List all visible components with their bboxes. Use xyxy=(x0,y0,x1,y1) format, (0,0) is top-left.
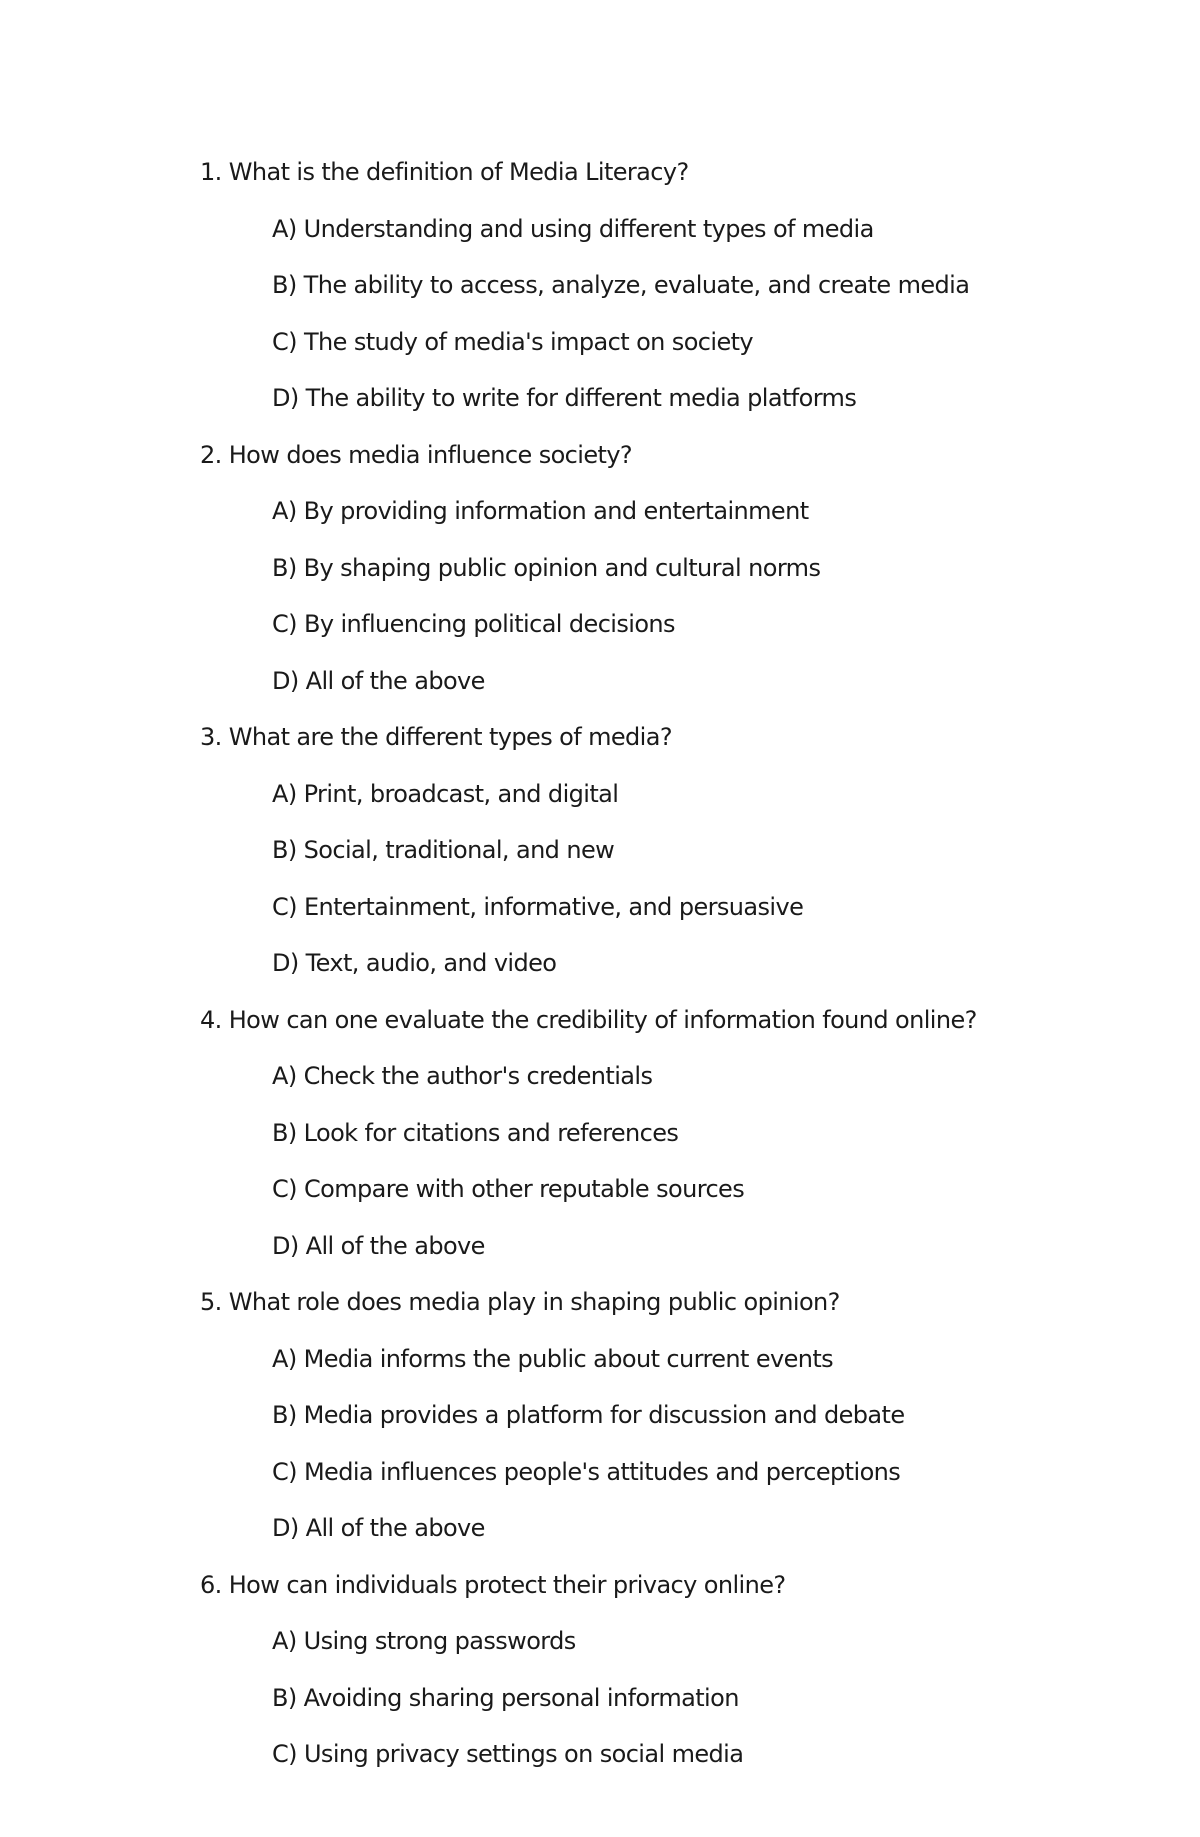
question-3 xyxy=(200,717,1100,1000)
question-text: 2. How does media influence society? xyxy=(200,440,633,469)
quiz-question-list xyxy=(200,152,1100,1791)
question-2 xyxy=(200,435,1100,718)
answer-option: D) Text, audio, and video xyxy=(272,949,557,977)
answer-option: C) Media influences people's attitudes and perceptions xyxy=(272,1457,901,1486)
answer-option: A) Understanding and using different types of media xyxy=(272,214,874,243)
answer-option: C) By influencing political decisions xyxy=(272,610,675,638)
answer-option: B) Look for citations and references xyxy=(272,1118,679,1147)
answer-option: A) Check the author's credentials xyxy=(272,1062,653,1090)
answer-option: D) The ability to write for different media platforms xyxy=(272,384,857,412)
answer-option: B) The ability to access, analyze, evaluate, and create media xyxy=(272,271,970,299)
question-text: 5. What role does media play in shaping public opinion? xyxy=(200,1288,840,1316)
answer-option: D) All of the above xyxy=(272,666,485,695)
answer-option: B) Social, traditional, and new xyxy=(272,836,615,864)
answer-option: C) Compare with other reputable sources xyxy=(272,1175,745,1203)
question-text: 1. What is the definition of Media Literacy? xyxy=(200,158,689,186)
question-5 xyxy=(200,1282,1100,1565)
question-1 xyxy=(200,152,1100,435)
answer-option: C) Using privacy settings on social media xyxy=(272,1740,744,1768)
answer-option: C) Entertainment, informative, and persuasive xyxy=(272,892,804,921)
question-4 xyxy=(200,1000,1100,1283)
answer-option: A) Media informs the public about current events xyxy=(272,1344,834,1373)
answer-option: B) Media provides a platform for discussion and debate xyxy=(272,1401,905,1429)
question-text: 3. What are the different types of media? xyxy=(200,723,672,751)
answer-option: B) Avoiding sharing personal information xyxy=(272,1683,739,1712)
answer-option: D) All of the above xyxy=(272,1231,485,1260)
answer-option: B) By shaping public opinion and cultural norms xyxy=(272,553,821,582)
answer-option: A) By providing information and entertainment xyxy=(272,497,809,525)
answer-option: D) All of the above xyxy=(272,1514,485,1542)
answer-option: A) Using strong passwords xyxy=(272,1627,576,1655)
answer-option: C) The study of media's impact on society xyxy=(272,327,754,356)
question-text: 4. How can one evaluate the credibility of information found online? xyxy=(200,1005,977,1034)
question-6 xyxy=(200,1565,1100,1791)
question-text: 6. How can individuals protect their privacy online? xyxy=(200,1570,786,1599)
answer-option: A) Print, broadcast, and digital xyxy=(272,779,619,808)
